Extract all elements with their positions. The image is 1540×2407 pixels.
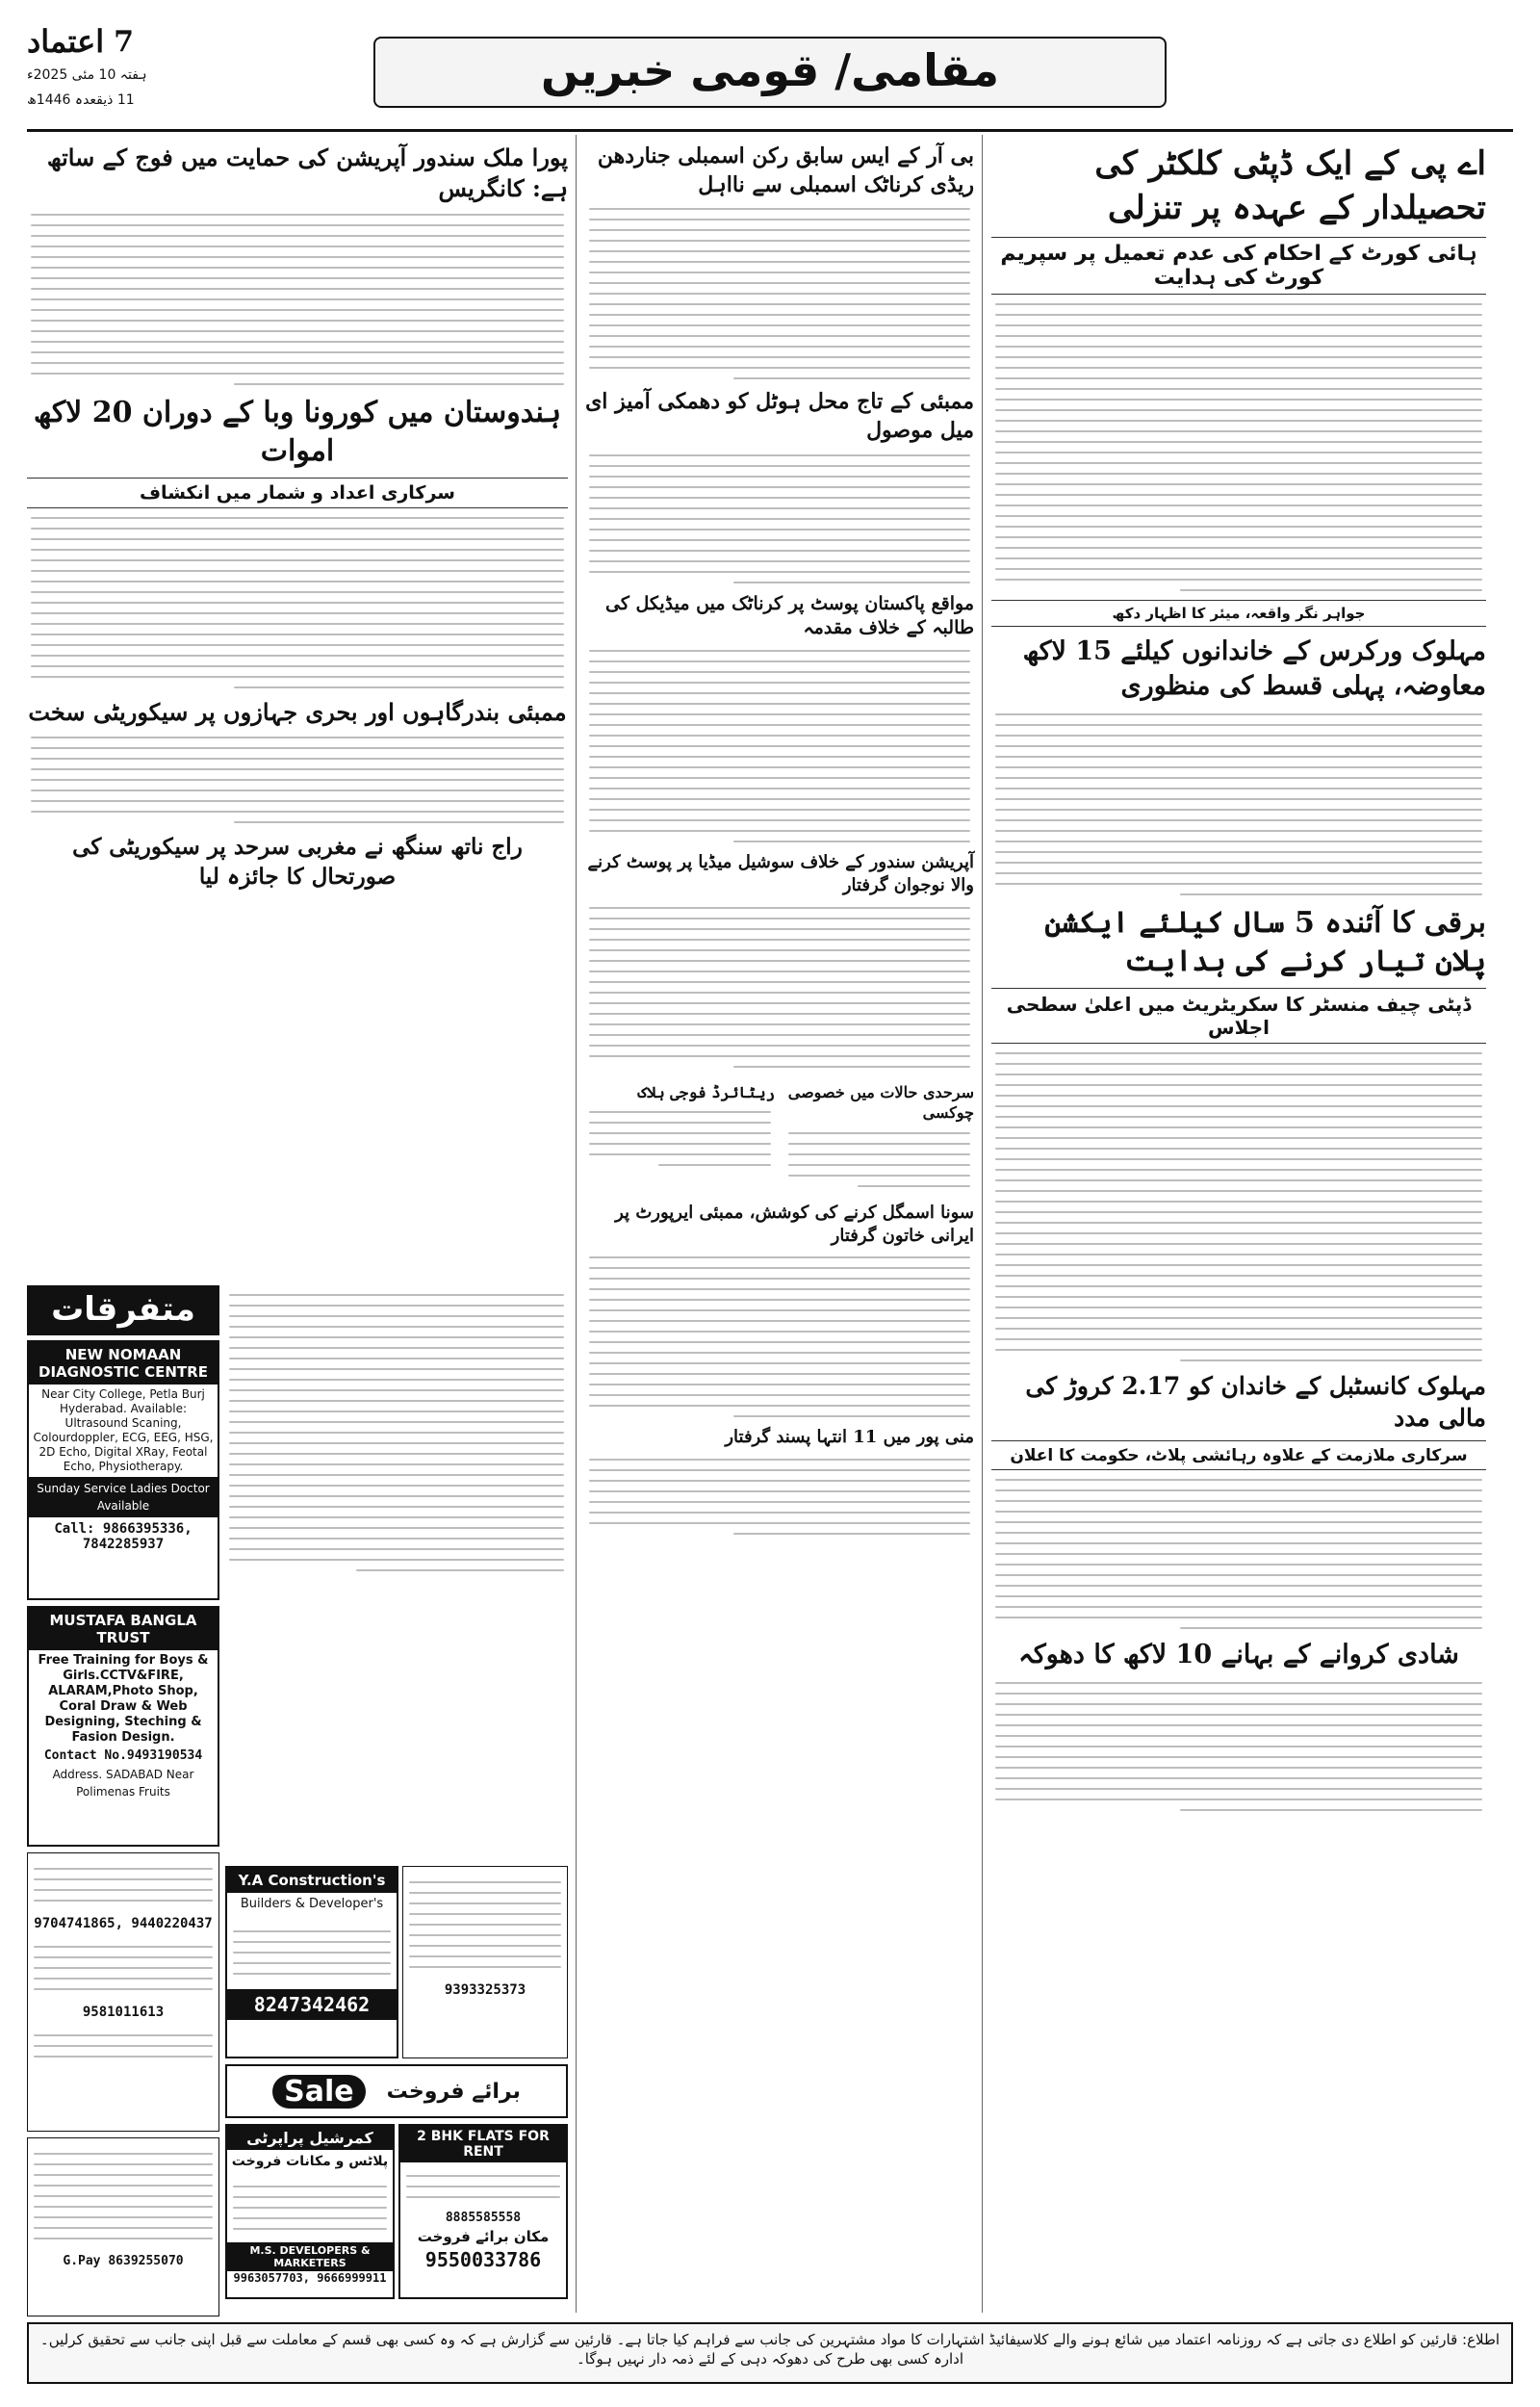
contact-number: 8885585558 [445, 2211, 522, 2225]
ad-text: مکان برائے فروخت [417, 2228, 550, 2245]
ad-address: Address. SADABAD Near Polimenas Fruits [52, 1768, 194, 1799]
article-headline: اے پی کے ایک ڈپٹی کلکٹر کی تحصیلدار کے عہدہ پر تنزلی [1094, 144, 1486, 227]
article-rajnath-review [27, 832, 568, 892]
contact-number: 9704741865, 9440220437 [34, 1916, 213, 1931]
date-line-gregorian: ہفتہ 10 مئی 2025ء [27, 67, 147, 83]
right-column [991, 137, 1486, 1820]
article-taj-hotel-threat [585, 388, 974, 582]
ad-text: Free Training for Boys & Girls.CCTV&FIRE, ALARAM,Photo Shop, Coral Draw & Web Designing, Steching & Fasion Design. [38, 1653, 209, 1745]
article-body [585, 1111, 775, 1166]
article-headline: سونا اسمگل کرنے کی کوشش، ممبئی ایرپورٹ پر ایرانی خاتون گرفتار [615, 1202, 974, 1247]
article-airport-gold [585, 1202, 974, 1418]
ad-text: Builders & Developer's [240, 1897, 384, 1911]
article-headline: مواقع پاکستان پوسٹ پر کرناٹک میں میڈیکل کی طالبہ کے خلاف مقدمہ [605, 592, 974, 639]
contact-number: G.Pay 8639255070 [63, 2254, 184, 2268]
column-divider [982, 135, 983, 2313]
article-body [585, 650, 974, 842]
ad-highlight: Sunday Service Ladies Doctor Available [29, 1477, 218, 1517]
page-number: 7 [114, 24, 135, 59]
article-port-security [27, 697, 568, 823]
article-body [27, 517, 568, 688]
article-body [991, 1479, 1486, 1629]
article-body [991, 1682, 1486, 1811]
ad-property-small[interactable] [402, 1866, 568, 2058]
ad-title: Y.A Construction's [227, 1868, 397, 1893]
article-subheadline: سرکاری اعداد و شمار میں انکشاف [27, 478, 568, 508]
article-headline: شادی کروانے کے بہانے 10 لاکھ کا دھوکہ [1018, 1640, 1459, 1670]
classified-contacts [27, 1852, 219, 2132]
masthead [27, 23, 1513, 132]
article-subheadline: ہائی کورٹ کے احکام کی عدم تعمیل پر سپریم کورٹ کی ہدایت [991, 237, 1486, 295]
article-body [991, 1052, 1486, 1361]
article-headline: آپریشن سندور کے خلاف سوشیل میڈیا پر پوسٹ کرنے والا نوجوان گرفتار [587, 852, 974, 896]
ad-phone: 9393325373 [444, 1982, 526, 1998]
classifieds-heading: متفرقات [27, 1285, 219, 1335]
article-body [27, 214, 568, 385]
article-marriage-fraud [991, 1638, 1486, 1810]
classifieds-disclaimer: اطلاع: قارئین کو اطلاع دی جاتی ہے کہ روزنامہ اعتماد میں شائع ہونے والے کلاسیفائیڈ اشتہارات کا مواد مشتہرین کی جانب سے فراہم کیا جاتا ہے۔ قارئین سے گزارش ہے کہ وہ کسی بھی قسم کے معاملت سے قبل اپنی جانب سے تحقیق کرلیں۔ ادارہ کسی بھی طرح کی دھوکہ دہی کے لئے ذمہ دار نہیں ہوگا۔ [27, 2322, 1513, 2384]
article-manipur-arrest [585, 1426, 974, 1534]
middle-column [585, 137, 974, 1543]
ad-ya-construction[interactable] [225, 1866, 398, 2058]
article-subheadline: سرکاری ملازمت کے علاوہ رہائشی پلاٹ، حکومت کا اعلان [991, 1440, 1486, 1470]
article-deputy-collector [991, 142, 1486, 591]
date-line-hijri: 11 ذیقعدہ 1446ھ [27, 92, 135, 108]
article-body [991, 303, 1486, 591]
ad-spacer [225, 2303, 395, 2316]
ad-phone: 9550033786 [424, 2248, 542, 2271]
article-headline: پورا ملک سندور آپریشن کی حمایت میں فوج کے ساتھ ہے: کانگریس [46, 143, 568, 203]
ad-phone: 9963057703, 9666999911 [233, 2271, 387, 2285]
paper-logo-block [27, 23, 162, 110]
article-headline: مہلوک ورکرس کے خاندانوں کیلئے 15 لاکھ معاوضہ، پہلی قسط کی منظوری [1022, 635, 1486, 702]
article-mla-disqualified [585, 142, 974, 379]
ad-phone: 8247342462 [227, 1989, 397, 2020]
article-body [784, 1132, 974, 1187]
ad-phone: Contact No.9493190534 [43, 1748, 203, 1763]
article-body [585, 454, 974, 583]
article-headline: سرحدی حالات میں خصوصی چوکسی [787, 1082, 974, 1123]
article-body [991, 713, 1486, 895]
ad-diagnostic-centre[interactable] [27, 1340, 219, 1600]
article-headline: منی پور میں 11 انتہا پسند گرفتار [725, 1427, 974, 1448]
ad-2bhk-rent[interactable] [398, 2124, 568, 2299]
article-headline: ممبئی بندرگاہوں اور بحری جہازوں پر سیکوریٹی سخت [28, 697, 567, 726]
ad-phone: Call: 9866395336, 7842285937 [54, 1521, 192, 1552]
article-body [585, 208, 974, 379]
article-border-alert [585, 1076, 974, 1196]
ad-title: کمرشیل پراپرٹی [227, 2126, 393, 2150]
article-body [585, 907, 974, 1068]
ad-title: 2 BHK FLATS FOR RENT [400, 2126, 566, 2162]
ad-text: برائے فروخت [386, 2079, 521, 2104]
paper-name: اعتماد [27, 23, 105, 60]
article-social-media-arrest [585, 851, 974, 1068]
ad-footer: M.S. DEVELOPERS & MARKETERS [227, 2242, 393, 2271]
left-column [27, 137, 568, 897]
article-body [585, 1256, 974, 1417]
contact-number: 9581011613 [82, 2005, 165, 2020]
article-medical-student-case [585, 592, 974, 842]
ad-title: Sale [272, 2075, 365, 2109]
article-power-plan [991, 904, 1486, 1361]
ad-commercial-property[interactable] [225, 2124, 395, 2299]
article-headline: ہندوستان میں کورونا وبا کے دوران 20 لاکھ اموات [33, 395, 562, 469]
article-headline: برقی کا آئندہ 5 سال کیلئے ایکشن پلان تیار کرنے کی ہدایت [1044, 905, 1486, 979]
classified-appeal [27, 2137, 219, 2316]
article-subheadline: ڈپٹی چیف منسٹر کا سکریٹریٹ میں اعلیٰ سطحی اجلاس [991, 988, 1486, 1044]
article-headline: ممبئی کے تاج محل ہوٹل کو دھمکی آمیز ای میل موصول [585, 389, 974, 444]
article-body [585, 1459, 974, 1535]
ad-title: MUSTAFA BANGLA TRUST [29, 1608, 218, 1650]
article-workers-compensation [991, 600, 1486, 895]
ad-sale-banner[interactable] [225, 2064, 568, 2118]
article-rajnath-body [225, 1285, 568, 1580]
article-kicker: جواہر نگر واقعہ، میئر کا اظہار دکھ [991, 600, 1486, 627]
article-covid-deaths [27, 394, 568, 688]
section-title: مقامی/ قومی خبریں [373, 37, 1167, 108]
article-headline: بی آر کے ایس سابق رکن اسمبلی جناردھن ریڈی کرناٹک اسمبلی سے نااہل [597, 143, 974, 197]
article-small-title: ریٹائرڈ فوجی ہلاک [637, 1082, 775, 1101]
article-headline: مہلوک کانسٹبل کے خاندان کو 2.17 کروڑ کی مالی مدد [1025, 1371, 1486, 1433]
article-congress-support [27, 142, 568, 385]
article-headline: راج ناتھ سنگھ نے مغربی سرحد پر سیکوریٹی کی صورتحال کا جائزہ لیا [72, 834, 523, 891]
article-body [27, 737, 568, 823]
ad-text: Near City College, Petla Burj Hyderabad. Available: Ultrasound Scaning, Colourdoppler, ECG, EEG, HSG, 2D Echo, Digital XRay, Feotal Echo, Physiotherapy. [33, 1387, 214, 1473]
article-constable-aid [991, 1370, 1486, 1630]
column-divider [576, 135, 577, 2313]
ad-text: پلاٹس و مکانات فروخت [231, 2154, 389, 2169]
ad-title: NEW NOMAAN DIAGNOSTIC CENTRE [29, 1342, 218, 1385]
ad-mustafa-trust[interactable] [27, 1606, 219, 1847]
